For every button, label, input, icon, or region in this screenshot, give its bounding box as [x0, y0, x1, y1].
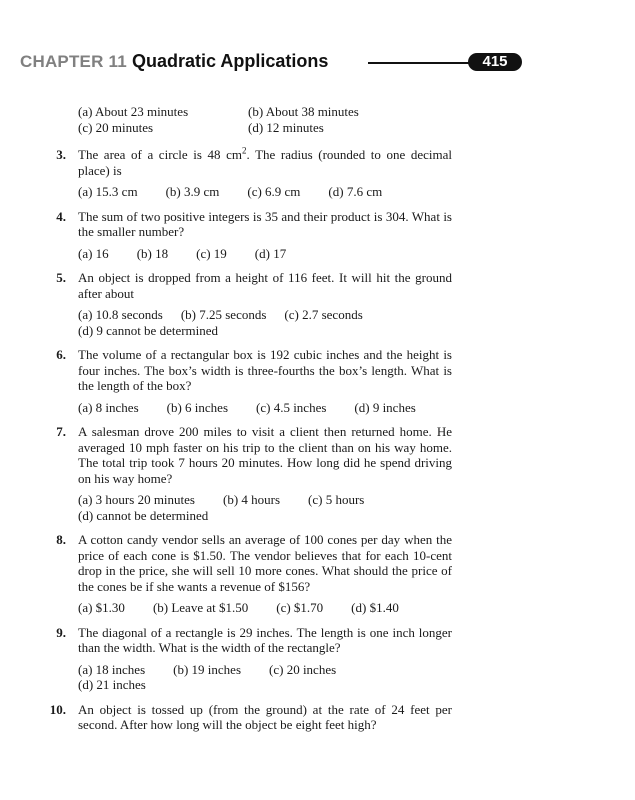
option-c: (c) 6.9 cm — [247, 184, 301, 199]
option-b: (b) 18 — [136, 245, 169, 261]
answer-options — [78, 492, 452, 523]
question-7 — [40, 424, 452, 523]
question-9 — [40, 625, 452, 693]
question-number: 9. — [56, 624, 66, 640]
question-number: 4. — [56, 208, 66, 224]
question-text: A cotton candy vendor sells an average of 100 cones per day when the price of each cone is $1.50. The vendor believes that for each 10-cent drop in the price, she will sell 10 more cones. What should the price of the cones be if she wants a revenue of $156? — [78, 532, 452, 594]
option-b: (b) 4 hours — [222, 492, 281, 507]
question-number: 8. — [56, 532, 66, 547]
answer-options — [78, 307, 452, 338]
option-a: (a) $1.30 — [78, 600, 125, 615]
page-header — [20, 50, 520, 76]
option-d: (d) cannot be determined — [78, 507, 209, 523]
page-number-badge: 415 — [468, 53, 522, 71]
option-a: (a) 10.8 seconds — [78, 307, 163, 322]
question-text: The diagonal of a rectangle is 29 inches. The length is one inch longer than the width. What is the width of the rectangle? — [78, 624, 452, 655]
question-number: 6. — [56, 347, 66, 362]
question-number: 10. — [49, 701, 66, 717]
option-c: (c) 19 — [196, 245, 227, 261]
option-a: (a) 18 inches — [78, 661, 146, 677]
question-10 — [40, 702, 452, 733]
answer-options — [78, 184, 452, 200]
question-number: 3. — [56, 147, 66, 162]
answer-options — [78, 600, 452, 616]
option-d: (d) 21 inches — [78, 677, 146, 692]
option-b: (b) 19 inches — [173, 661, 242, 677]
question-text: An object is dropped from a height of 116 feet. It will hit the ground after about — [78, 270, 452, 301]
option-c: (c) 2.7 seconds — [284, 307, 363, 322]
question-text: A salesman drove 200 miles to visit a client then returned home. He averaged 10 mph faster on his trip to the client than on his way home. The total trip took 7 hours 20 minutes. How long did he spend driving on his way home? — [78, 424, 452, 486]
question-number: 5. — [56, 270, 66, 285]
option-c: (c) 4.5 inches — [256, 399, 327, 415]
option-c: (c) $1.70 — [276, 600, 324, 615]
option-d: (d) 12 minutes — [248, 119, 324, 135]
answer-options — [78, 662, 452, 693]
option-b: (b) About 38 minutes — [248, 104, 359, 119]
question-text: An object is tossed up (from the ground) at the rate of 24 feet per second. After how long will the object be eight feet high? — [78, 701, 452, 732]
question-text: The volume of a rectangular box is 192 cubic inches and the height is four inches. The box’s width is three-fourths the box’s length. What is the length of the box? — [78, 347, 452, 393]
option-a: (a) 8 inches — [78, 399, 139, 415]
option-b: (b) 3.9 cm — [165, 184, 220, 199]
chapter-title: Quadratic Applications — [132, 51, 329, 71]
question-4 — [40, 209, 452, 262]
option-b: (b) 7.25 seconds — [180, 307, 267, 322]
answer-options — [78, 400, 452, 416]
prev-question-options — [40, 104, 452, 135]
option-d: (d) 9 inches — [354, 399, 416, 415]
option-d: (d) $1.40 — [351, 600, 399, 615]
answer-options — [78, 246, 452, 262]
option-d: (d) 7.6 cm — [328, 184, 383, 199]
option-c: (c) 5 hours — [308, 492, 365, 507]
option-a: (a) 3 hours 20 minutes — [78, 492, 195, 507]
question-number: 7. — [56, 424, 66, 439]
option-b: (b) 6 inches — [166, 399, 229, 415]
question-text: The sum of two positive integers is 35 and their product is 304. What is the smaller number? — [78, 208, 452, 239]
option-c: (c) 20 minutes — [78, 119, 154, 135]
option-d: (d) 9 cannot be determined — [78, 322, 219, 338]
question-6 — [40, 347, 452, 415]
question-text: The area of a circle is 48 $cm^2$. The radius (rounded to one decimal place) is — [78, 145, 452, 178]
option-c: (c) 20 inches — [269, 661, 337, 677]
option-a: (a) About 23 minutes — [78, 104, 189, 119]
question-5 — [40, 270, 452, 338]
question-list — [40, 104, 452, 733]
question-8 — [40, 532, 452, 616]
question-3 — [40, 147, 452, 200]
option-d: (d) 17 — [254, 245, 287, 261]
option-a: (a) 16 — [78, 245, 109, 261]
chapter-label: CHAPTER 11 — [20, 52, 127, 71]
option-a: (a) 15.3 cm — [78, 184, 138, 199]
option-b: (b) Leave at $1.50 — [152, 600, 249, 615]
